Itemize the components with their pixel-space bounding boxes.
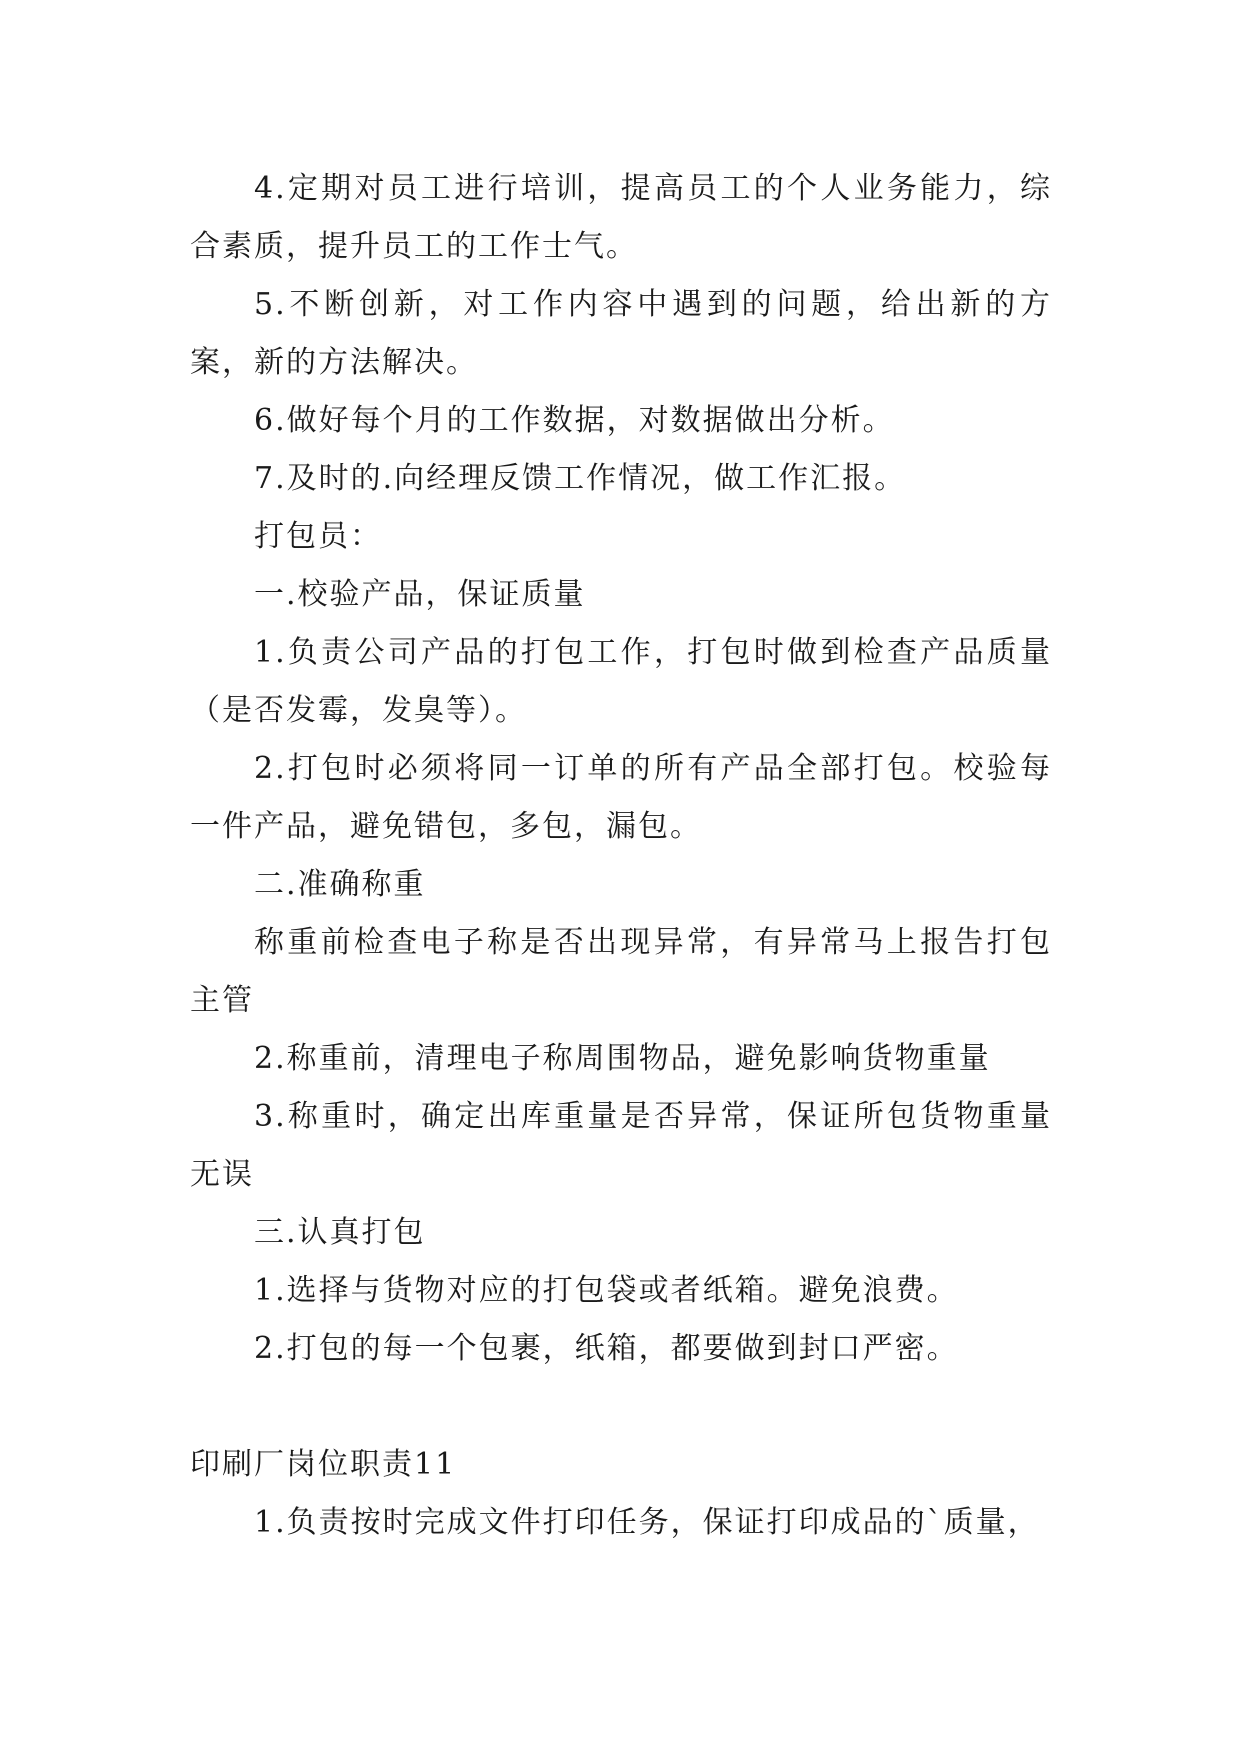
paragraph: 2.打包时必须将同一订单的所有产品全部打包。校验每一件产品，避免错包，多包，漏包。 [190, 751, 1052, 844]
paragraph: 6.做好每个月的工作数据，对数据做出分析。 [254, 403, 895, 438]
paragraph: 2.称重前，清理电子称周围物品，避免影响货物重量 [254, 1041, 991, 1076]
paragraph: 称重前检查电子称是否出现异常，有异常马上报告打包主管 [190, 925, 1052, 1018]
subsection-heading: 三.认真打包 [254, 1215, 426, 1250]
paragraph: 3.称重时，确定出库重量是否异常，保证所包货物重量无误 [190, 1099, 1052, 1192]
blank-line [190, 1378, 1052, 1436]
subsection-heading: 一.校验产品，保证质量 [254, 577, 586, 612]
paragraph: 5.不断创新，对工作内容中遇到的问题，给出新的方案，新的方法解决。 [190, 287, 1052, 380]
section-heading: 打包员： [254, 519, 382, 554]
section-title: 印刷厂岗位职责11 [190, 1447, 457, 1482]
paragraph: 1.负责按时完成文件打印任务，保证打印成品的`质量， [254, 1505, 1040, 1540]
document-body [190, 160, 1052, 1552]
paragraph: 4.定期对员工进行培训，提高员工的个人业务能力，综合素质，提升员工的工作士气。 [190, 171, 1052, 264]
paragraph: 1.选择与货物对应的打包袋或者纸箱。避免浪费。 [254, 1273, 959, 1308]
paragraph: 1.负责公司产品的打包工作，打包时做到检查产品质量（是否发霉，发臭等）。 [190, 635, 1052, 728]
subsection-heading: 二.准确称重 [254, 867, 426, 902]
paragraph: 2.打包的每一个包裹，纸箱，都要做到封口严密。 [254, 1331, 959, 1366]
paragraph: 7.及时的.向经理反馈工作情况，做工作汇报。 [254, 461, 907, 496]
